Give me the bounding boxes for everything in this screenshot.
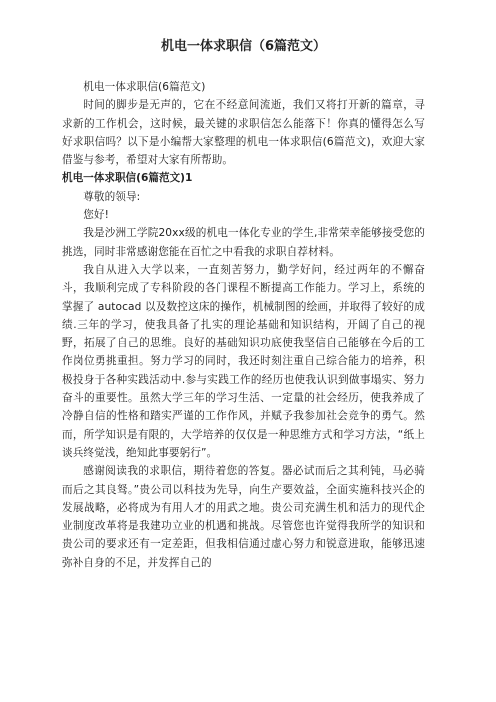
salutation: 尊敬的领导:	[83, 190, 141, 203]
document-subtitle: 机电一体求职信(6篇范文)	[83, 81, 206, 93]
body-paragraph: 感谢阅读我的求职信，期待着您的答复。器必试而后之其利钝，马必骑而后之其良驽。”贵公司以科技为先导，向生产要效益，全面实施科技兴企的发展战略，必将成为有用人才的用武之地。贵公司充满生机和活力的现代企业制度改革将是我建功立业的机遇和挑战。尽管您也许觉得我所学的知识和贵公司的要求还有一定差距，但我相信通过虚心努力和锐意进取，能够迅速弥补自身的不足，并发挥自己的	[62, 465, 425, 569]
body-paragraph: 我自从进入大学以来，一直刻苦努力，勤学好问，经过两年的不懈奋斗，我顺利完成了专科阶段的各门课程不断提高工作能力。学习上，系统的掌握了 autocad 以及数控这床的操作，机械制图的绘画，并取得了较好的成绩.三年的学习，使我具备了扎实的理论基础和知识结构，开阔了自己的视野，拓展了自己的思维。良好的基础知识功底使我坚信自己能够在今后的工作岗位勇挑重担。努力学习的同时，我还时刻注重自己综合能力的培养，积极投身于各种实践活动中.参与实践工作的经历也使我认识到做事塌实、努力奋斗的重要性。虽然大学三年的学习生活、一定量的社会经历，使我养成了冷静自信的性格和踏实严谨的工作作风，并赋予我参加社会竞争的勇气。然而，所学知识是有限的，大学培养的仅仅是一种思维方式和学习方法，“纸上谈兵终觉浅，绝知此事要躬行”。	[62, 263, 425, 459]
intro-paragraph: 时间的脚步是无声的，它在不经意间流逝，我们又将打开新的篇章，寻求新的工作机会，这时候，最关键的求职信怎么能落下！你真的懂得怎么写好求职信吗？以下是小编帮大家整理的机电一体求职信(6篇范文)，欢迎大家借鉴与参考，希望对大家有所帮助。	[62, 99, 425, 167]
section-heading: 机电一体求职信(6篇范文)1	[62, 172, 193, 185]
document-title: 机电一体求职信（6篇范文）	[160, 39, 327, 54]
body-paragraph: 我是沙洲工学院20xx级的机电一体化专业的学生,非常荣幸能够接受您的挑选，同时非常感谢您能在百忙之中看我的求职自荐材料。	[62, 227, 425, 258]
greeting: 您好!	[83, 209, 109, 222]
